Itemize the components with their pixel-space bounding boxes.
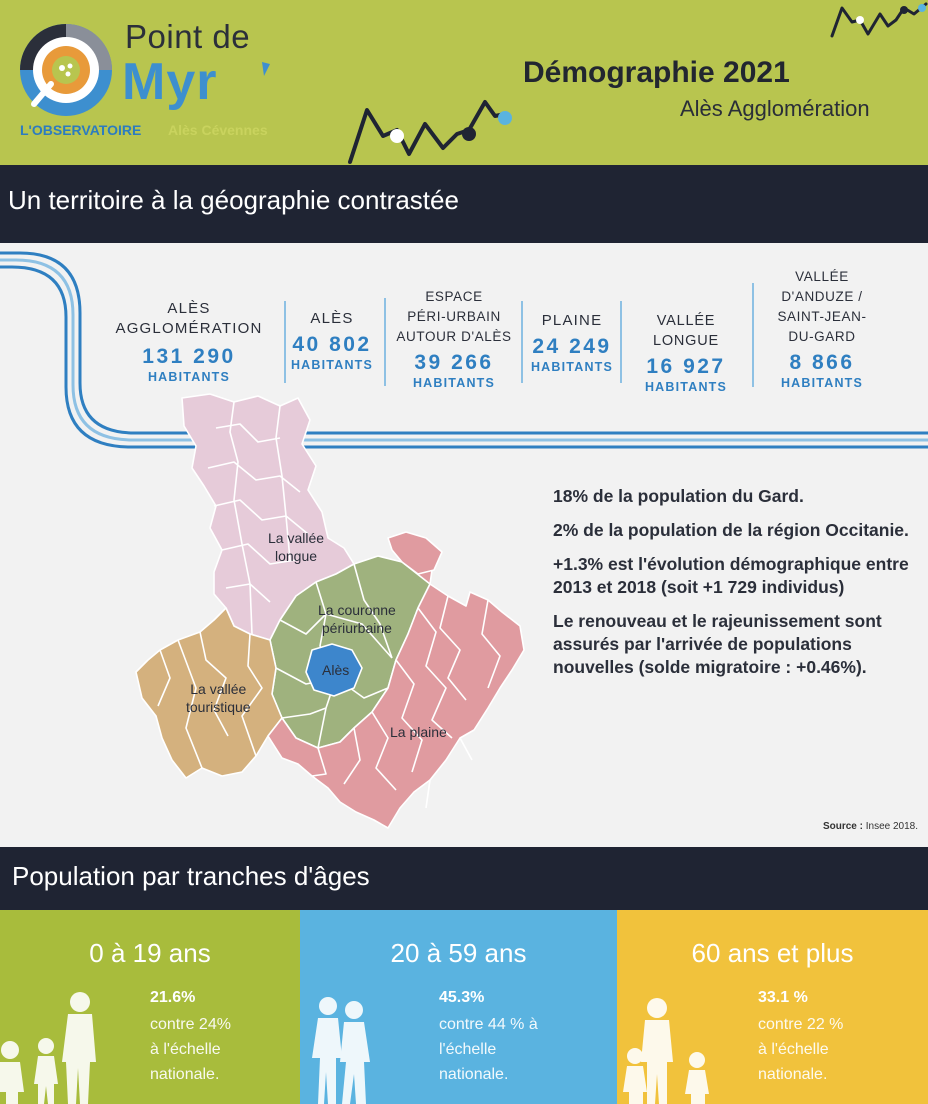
mountains-icon bbox=[345, 92, 525, 165]
stat-unit: HABITANTS bbox=[147, 370, 231, 384]
logo-accent-icon bbox=[258, 60, 272, 80]
stat-label: VALLÉE D'ANDUZE / SAINT-JEAN- DU-GARD bbox=[777, 269, 867, 344]
map-label-couronne: La couronne périurbaine bbox=[318, 602, 396, 636]
stat-peri-urbain bbox=[388, 287, 520, 391]
section-title: Population par tranches d'âges bbox=[12, 861, 370, 891]
age-comparison: contre 44 % à l'échelle nationale. bbox=[439, 1016, 538, 1083]
fact-evolution: +1.3% est l'évolution démographique entre 2013 et 2018 (soit +1 729 individus) bbox=[553, 554, 909, 597]
stat-value: 16 927 bbox=[646, 355, 726, 378]
age-panel-60-plus bbox=[617, 910, 928, 1104]
age-panel-0-19 bbox=[0, 910, 300, 1104]
age-pct: 45.3% bbox=[439, 989, 485, 1006]
stat-value: 8 866 bbox=[789, 351, 855, 374]
age-title: 0 à 19 ans bbox=[89, 938, 211, 968]
logo-text-point: Point de bbox=[125, 18, 251, 55]
age-pct: 21.6% bbox=[150, 989, 196, 1006]
couple-silhouette-icon bbox=[306, 992, 376, 1104]
stat-unit: HABITANTS bbox=[530, 360, 614, 374]
source-note: Source : Insee 2018. bbox=[822, 821, 918, 832]
stat-ales bbox=[286, 309, 378, 373]
geography-section bbox=[0, 243, 928, 847]
logo-text-myr: Myr bbox=[122, 53, 218, 111]
logo-observatoire-sub: Alès Cévennes bbox=[168, 122, 268, 138]
stat-unit: HABITANTS bbox=[644, 380, 728, 394]
map-label-ales: Alès bbox=[322, 662, 350, 678]
stat-vallee-longue bbox=[624, 311, 748, 395]
section-heading-geography bbox=[0, 165, 928, 243]
stat-unit: HABITANTS bbox=[290, 358, 374, 372]
stat-value: 131 290 bbox=[142, 345, 236, 368]
age-pct: 33.1 % bbox=[758, 989, 808, 1006]
stat-value: 40 802 bbox=[292, 333, 372, 356]
section-heading-age bbox=[0, 847, 928, 910]
fact-gard: 18% de la population du Gard. bbox=[553, 486, 804, 506]
key-facts bbox=[553, 485, 923, 690]
family-silhouette-icon bbox=[0, 988, 110, 1104]
map-label-vallee-touristique: La vallée touristique bbox=[186, 681, 251, 715]
stat-plaine bbox=[526, 311, 618, 375]
map-label-vallee-longue: La vallée longue bbox=[268, 530, 325, 564]
age-comparison: contre 22 % à l'échelle nationale. bbox=[758, 1016, 844, 1083]
logo-eye-icon bbox=[16, 20, 116, 120]
stat-value: 24 249 bbox=[532, 335, 612, 358]
page-subtitle: Alès Agglomération bbox=[680, 96, 870, 121]
stat-label: PLAINE bbox=[541, 312, 603, 329]
stat-label: ALÈS bbox=[310, 310, 354, 327]
fact-occitanie: 2% de la population de la région Occitanie. bbox=[553, 520, 909, 540]
fact-renouveau: Le renouveau et le rajeunissement sont assurés par l'arrivée de populations nouvelles (solde migratoire : +0.46%). bbox=[553, 611, 882, 677]
stat-value: 39 266 bbox=[414, 351, 494, 374]
stat-unit: HABITANTS bbox=[412, 376, 496, 390]
section-title: Un territoire à la géographie contrastée bbox=[8, 185, 459, 215]
mountains-small-icon bbox=[830, 0, 928, 40]
age-title: 60 ans et plus bbox=[691, 938, 854, 968]
logo-observatoire: L'OBSERVATOIRE bbox=[20, 122, 142, 138]
divider bbox=[384, 298, 386, 386]
age-title: 20 à 59 ans bbox=[390, 938, 527, 968]
stat-ales-agglomeration bbox=[110, 299, 268, 385]
map-label-plaine: La plaine bbox=[390, 724, 447, 740]
senior-silhouette-icon bbox=[623, 996, 719, 1104]
page-title: Démographie 2021 bbox=[523, 56, 790, 89]
header bbox=[0, 0, 928, 165]
stat-unit: HABITANTS bbox=[780, 376, 864, 390]
stat-label: ALÈS AGGLOMÉRATION bbox=[115, 300, 263, 337]
age-comparison: contre 24% à l'échelle nationale. bbox=[150, 1016, 231, 1083]
divider bbox=[620, 301, 622, 383]
stat-vallee-anduze bbox=[758, 267, 886, 391]
divider bbox=[752, 283, 754, 387]
divider bbox=[521, 301, 523, 383]
stat-label: ESPACE PÉRI-URBAIN AUTOUR D'ALÈS bbox=[396, 289, 512, 344]
stat-label: VALLÉE LONGUE bbox=[652, 313, 720, 349]
age-panel-20-59 bbox=[300, 910, 617, 1104]
